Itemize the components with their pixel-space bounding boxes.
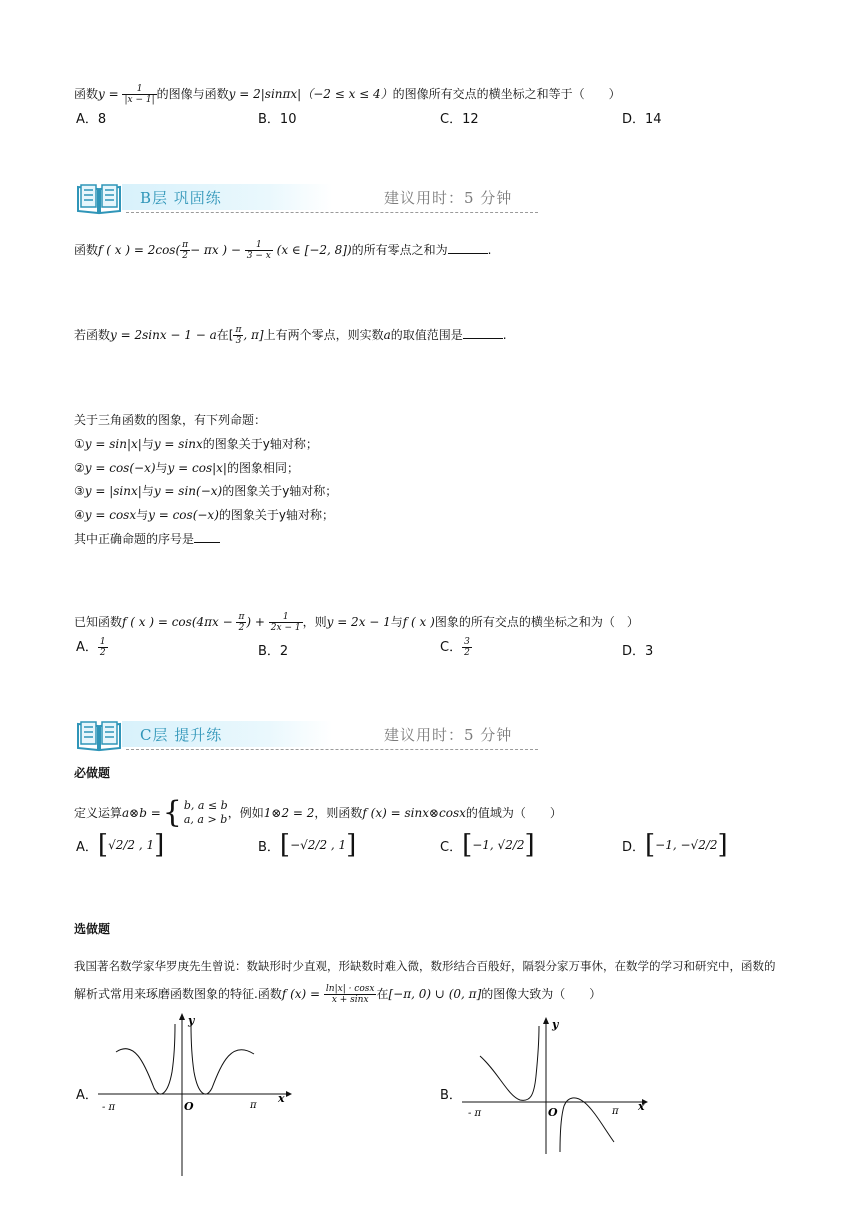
q5-option-a-den: 2 — [99, 648, 106, 658]
q2-fraction-num: 1 — [245, 240, 273, 251]
q6-case2: a, a > b — [183, 813, 228, 826]
q5-stem — [74, 612, 639, 633]
q6-option-a-lbracket: [ — [97, 830, 109, 860]
q5-option-a-fraction — [98, 637, 108, 658]
q7-graph-a-y-label: y — [188, 1014, 195, 1027]
q7-fraction-num: ln|x| · cosx — [325, 984, 375, 994]
q5-pi-fraction — [236, 612, 246, 633]
q5-pi-den: 2 — [238, 623, 245, 633]
q4-item-3-end: 的图象关于y轴对称； — [222, 484, 338, 498]
required-heading: 必做题 — [74, 766, 111, 780]
q6-mid: ，例如 — [227, 806, 264, 820]
q5-expr: f ( x ) = cos(4πx − — [122, 615, 237, 629]
q4-item-2-end: 的图象相同； — [226, 461, 299, 475]
q2-stem — [74, 240, 491, 261]
q7-graph-b[interactable] — [458, 1016, 658, 1156]
q5-fx: f ( x ) — [402, 615, 435, 629]
q2-fraction-den: 3 − x — [246, 251, 271, 261]
q4-item-1-a: y = sin|x| — [84, 437, 142, 451]
q6-option-a-content: √2/2 , 1 — [108, 838, 155, 852]
q7-graph-a-neg-pi: - π — [102, 1102, 116, 1113]
q4-item-3-b: y = sin(−x) — [153, 484, 223, 498]
q6-option-c-lbracket: [ — [462, 830, 473, 860]
q5-option-b[interactable]: B．2 — [258, 644, 289, 659]
q1-suffix: 的图像所有交点的横坐标之和等于（ ） — [392, 87, 621, 101]
section-c-label: C层 提升练 — [140, 726, 223, 744]
q2-fraction — [245, 240, 273, 261]
q4-question — [74, 530, 220, 547]
section-c-header — [76, 718, 538, 754]
q1-option-d[interactable]: D．14 — [622, 112, 662, 127]
q6-piecewise-brace: { — [162, 795, 182, 830]
q7-interval: [−π, 0) ∪ (0, π] — [388, 987, 482, 1001]
q7-suffix: 的图像大致为（ ） — [481, 987, 602, 1001]
q6-option-c-content: −1, √2/2 — [472, 838, 525, 852]
q2-prefix: 函数 — [74, 243, 99, 257]
y-axis-arrow-icon — [543, 1017, 549, 1024]
q7-graph-b-origin: O — [548, 1106, 558, 1119]
q3-interval: , π] — [243, 328, 264, 342]
q7-line2 — [74, 984, 601, 1005]
q7-line2-text: 解析式常用来琢磨函数图象的特征.函数 — [74, 987, 282, 1001]
q5-option-c-fraction — [462, 637, 472, 658]
q4-item-1 — [74, 436, 318, 452]
q7-graph-b-y-label: y — [552, 1018, 559, 1031]
q6-example: 1⊗2 = 2 — [263, 806, 315, 820]
q3-suffix2: 的取值范围是 — [390, 328, 463, 342]
section-c-divider — [126, 749, 538, 750]
q4-item-3-a: y = |sinx| — [84, 484, 142, 498]
q4-item-4 — [74, 507, 334, 523]
q6-option-d-lbracket: [ — [645, 830, 656, 860]
section-b-time: 建议用时：5 分钟 — [384, 189, 513, 207]
q6-stem — [74, 795, 562, 830]
q6-option-d-label: D． — [622, 839, 646, 855]
q4-item-4-end: 的图象关于y轴对称； — [218, 508, 334, 522]
q6-option-a[interactable] — [76, 830, 164, 860]
q5-option-c-num: 3 — [464, 637, 470, 647]
q5-pi-num: π — [238, 612, 245, 622]
q4-item-1-num: ① — [74, 437, 85, 451]
q4-item-4-b: y = cos(−x) — [148, 508, 219, 522]
q3-end: . — [502, 328, 507, 342]
q7-fraction — [324, 984, 377, 1005]
q7-graph-a-origin: O — [184, 1100, 194, 1113]
q6-option-b-rbracket: ] — [346, 830, 357, 860]
q1-stem — [74, 84, 621, 105]
q5-fraction-den: 2x − 1 — [270, 623, 301, 633]
q5-line: y = 2x − 1 — [326, 615, 391, 629]
section-b-divider — [126, 212, 538, 213]
q5-option-d[interactable]: D．3 — [622, 644, 654, 659]
q4-item-1-mid: 与 — [141, 437, 154, 451]
q7-graph-a-pi: π — [250, 1100, 257, 1111]
q6-option-a-rbracket: ] — [154, 830, 165, 860]
q7-graph-b-x-label: x — [638, 1100, 645, 1113]
q7-option-b-label[interactable]: B． — [440, 1088, 462, 1103]
q7-fraction-den: x + sinx — [331, 995, 369, 1005]
q2-expr: f ( x ) = 2cos( — [98, 243, 181, 257]
q4-item-3-mid: 与 — [141, 484, 154, 498]
q1-option-a[interactable]: A．8 — [76, 112, 107, 127]
book-icon — [76, 181, 122, 215]
q6-option-b-lbracket: [ — [279, 830, 291, 860]
q6-option-d[interactable] — [622, 830, 728, 860]
section-b-header — [76, 181, 538, 217]
q7-graph-a-curve-right — [191, 1024, 254, 1094]
q3-answer-blank[interactable] — [463, 326, 503, 339]
x-axis-arrow-icon — [286, 1091, 292, 1097]
q6-option-a-label: A． — [76, 839, 98, 855]
q7-graph-b-pi: π — [612, 1106, 619, 1117]
q5-mid: ，则 — [302, 615, 327, 629]
q1-option-c[interactable]: C．12 — [440, 112, 479, 127]
q5-option-c-label: C． — [440, 640, 463, 655]
q3-pi-den: 3 — [235, 336, 242, 346]
q2-expr2: − πx ) − — [190, 243, 245, 257]
q6-option-d-rbracket: ] — [717, 830, 728, 860]
q4-item-1-b: y = sinx — [153, 437, 203, 451]
q3-stem: 若函数y = 2sinx − 1 − a在[ $\frac{\pi}{3}$ , π]上有两个零点，则实数a的取值范围是 . — [74, 325, 507, 346]
q4-item-4-num: ④ — [74, 508, 85, 522]
q6-fx: f (x) = sinx⊗cosx — [362, 806, 466, 820]
q6-option-d-content: −1, −√2/2 — [655, 838, 718, 852]
q5-expr2: ) + — [246, 615, 269, 629]
q4-item-1-end: 的图象关于y轴对称； — [202, 437, 318, 451]
q5-option-a[interactable] — [76, 636, 108, 658]
q5-fraction-num: 1 — [269, 612, 303, 623]
q2-end: . — [487, 243, 492, 257]
q7-fx: f (x) = — [281, 987, 324, 1001]
q6-option-c-rbracket: ] — [524, 830, 535, 860]
q4-item-2 — [74, 460, 299, 476]
q2-pi-den: 2 — [182, 251, 188, 261]
q7-graph-b-neg-pi: - π — [468, 1108, 482, 1119]
q6-case1: b, a ≤ b — [183, 799, 228, 812]
section-b-label: B层 巩固练 — [140, 189, 222, 207]
q6-option-c[interactable] — [440, 830, 535, 860]
q7-graph-a-x-label: x — [278, 1092, 285, 1105]
q1-mid: 的图像与函数 — [156, 87, 229, 101]
q5-prefix: 已知函数 — [74, 615, 123, 629]
q1-func2: y = 2|sinπx|（−2 ≤ x ≤ 4） — [228, 87, 393, 101]
y-axis-arrow-icon — [179, 1013, 185, 1020]
q6-mid2: ，则函数 — [314, 806, 363, 820]
q3-mid: 在 — [216, 328, 229, 342]
q1-option-b[interactable]: B．10 — [258, 112, 297, 127]
q7-graph-b-curve-left — [480, 1026, 539, 1100]
q3-pi-fraction — [233, 325, 243, 346]
q2-pi-num: π — [182, 240, 189, 250]
q7-mid: 在 — [376, 987, 389, 1001]
q6-op: a⊗b = — [122, 806, 161, 820]
q5-option-c[interactable] — [440, 636, 472, 658]
book-icon — [76, 718, 122, 752]
q3-var: a — [383, 328, 391, 342]
q4-item-2-mid: 与 — [155, 461, 168, 475]
q4-item-2-b: y = cos|x| — [167, 461, 227, 475]
q6-piecewise-cases — [184, 799, 228, 827]
q7-option-a-label[interactable]: A． — [76, 1088, 98, 1103]
q6-option-b[interactable] — [258, 830, 356, 860]
section-c-time: 建议用时：5 分钟 — [384, 726, 513, 744]
q4-item-3 — [74, 483, 337, 499]
q5-option-a-label: A． — [76, 640, 98, 655]
q6-option-b-content: −√2/2 , 1 — [290, 838, 347, 852]
q3-pi-num: π — [235, 325, 242, 335]
q4-question-text: 其中正确命题的序号是 — [74, 532, 195, 546]
q5-mid2: 与 — [390, 615, 403, 629]
q7-line1: 我国著名数学家华罗庚先生曾说：数缺形时少直观，形缺数时难入微，数形结合百般好，隔裂分家万事休，在数学的学习和研究中，函数的 — [74, 959, 776, 973]
q1-fraction-den: |x − 1| — [124, 95, 155, 105]
q2-domain: (x ∈ [−2, 8]) — [276, 243, 352, 257]
q4-item-4-mid: 与 — [136, 508, 149, 522]
q2-pi-fraction — [180, 240, 190, 261]
q5-option-c-den: 2 — [464, 648, 470, 658]
q7-graph-a-curve-left — [116, 1024, 175, 1094]
q3-prefix: 若函数 — [74, 328, 111, 342]
q6-option-b-label: B． — [258, 839, 280, 855]
q7-graph-b-curve-right — [560, 1098, 614, 1152]
q2-suffix: 的所有零点之和为 — [351, 243, 448, 257]
q5-option-a-num: 1 — [99, 637, 106, 647]
q4-intro: 关于三角函数的图象，有下列命题： — [74, 413, 267, 427]
q5-suffix: 图象的所有交点的横坐标之和为（ ） — [434, 615, 639, 629]
q1-fraction-num: 1 — [122, 84, 156, 95]
q3-expr: y = 2sinx − 1 − a — [110, 328, 217, 342]
q4-item-3-num: ③ — [74, 484, 85, 498]
q1-func1: y = — [98, 87, 123, 101]
q6-suffix: 的值域为（ ） — [465, 806, 562, 820]
optional-heading: 选做题 — [74, 922, 111, 936]
q4-item-4-a: y = cosx — [84, 508, 137, 522]
q7-graph-a[interactable] — [96, 1012, 296, 1178]
q4-item-2-a: y = cos(−x) — [84, 461, 156, 475]
q6-prefix: 定义运算 — [74, 806, 123, 820]
q1-fraction — [122, 84, 156, 105]
q6-option-c-label: C． — [440, 839, 463, 855]
q4-answer-blank[interactable] — [194, 530, 220, 543]
q4-item-2-num: ② — [74, 461, 85, 475]
q2-answer-blank[interactable] — [448, 241, 488, 254]
q1-prefix: 函数 — [74, 87, 99, 101]
q3-suffix: 上有两个零点，则实数 — [263, 328, 384, 342]
q5-fraction — [269, 612, 303, 633]
